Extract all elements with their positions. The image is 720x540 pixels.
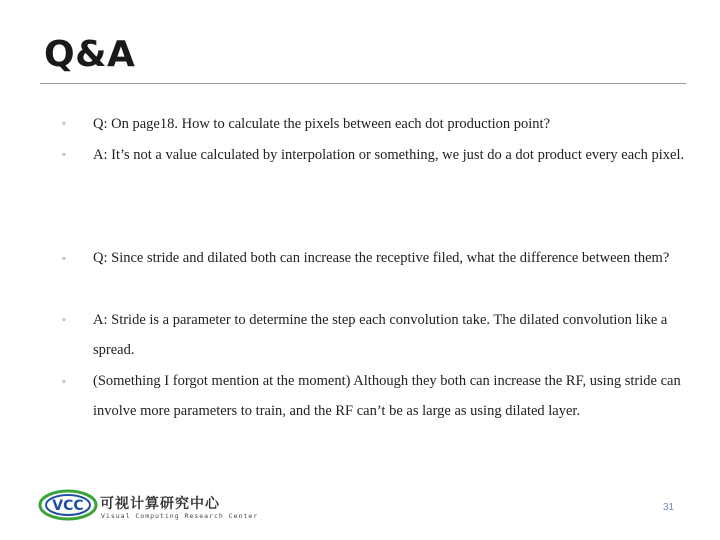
bullet-marker: ◦ bbox=[62, 118, 66, 130]
bullet-marker: ◦ bbox=[62, 149, 66, 161]
vcc-logo-text: VCC bbox=[52, 498, 84, 514]
bullet-marker: ◦ bbox=[62, 314, 66, 326]
title-divider bbox=[40, 83, 686, 84]
bullet-marker: ◦ bbox=[62, 253, 66, 265]
slide-title: Q&A bbox=[44, 34, 136, 75]
logo-english-name: Visual Computing Research Center bbox=[101, 512, 259, 520]
qa-item-3: Q: Since stride and dilated both can increase the receptive filed, what the difference between them? bbox=[93, 250, 670, 266]
logo-chinese-name: 可视计算研究中心 bbox=[100, 496, 220, 512]
qa-item-2: A: It’s not a value calculated by interpolation or something, we just do a dot product every each pixel. bbox=[93, 147, 685, 163]
qa-item-5: (Something I forgot mention at the moment) Although they both can increase the RF, using stride can involve more parameters to train, and the RF can’t be as large as using dilated layer. bbox=[93, 373, 681, 419]
qa-item-4: A: Stride is a parameter to determine the step each convolution take. The dilated convolution like a spread. bbox=[93, 312, 668, 358]
bullet-marker: ◦ bbox=[62, 376, 66, 388]
page-number: 31 bbox=[663, 502, 675, 513]
qa-item-1: Q: On page18. How to calculate the pixels between each dot production point? bbox=[93, 116, 551, 132]
